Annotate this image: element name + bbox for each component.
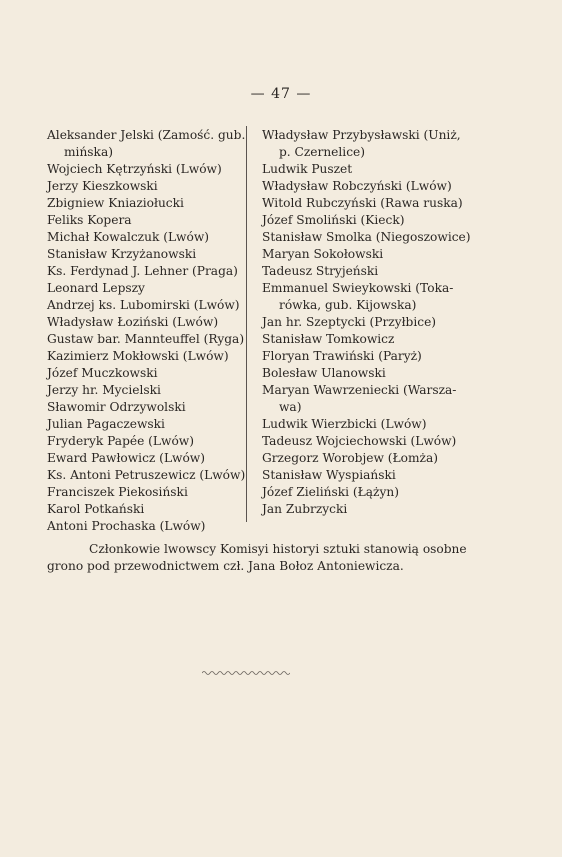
member-entry: Leonard Lepszy [47, 281, 145, 295]
member-entry: Emmanuel Swieykowski (Toka- [262, 281, 454, 295]
member-entry: Ks. Antoni Petruszewicz (Lwów) [47, 468, 246, 482]
member-entry: Aleksander Jelski (Zamość. gub. [47, 128, 246, 142]
member-entry: Gustaw bar. Mannteuffel (Ryga) [47, 332, 245, 346]
member-entry: Michał Kowalczuk (Lwów) [47, 230, 210, 244]
member-entry: Tadeusz Wojciechowski (Lwów) [262, 434, 457, 448]
member-entry: Grzegorz Worobjew (Łomża) [262, 451, 438, 465]
member-entry: Ludwik Wierzbicki (Lwów) [262, 417, 427, 431]
member-entry: Władysław Przybysławski (Uniż, [262, 128, 461, 142]
note-line: grono pod przewodnictwem czł. Jana Bołoz Antoniewicza. [47, 559, 404, 573]
member-entry-continuation: rówka, gub. Kijowska) [279, 298, 417, 312]
member-entry: Jerzy hr. Mycielski [47, 383, 161, 397]
column-divider [246, 126, 247, 522]
member-entry: Wojciech Kętrzyński (Lwów) [47, 162, 222, 176]
member-entry: Stanisław Krzyżanowski [47, 247, 197, 261]
member-entry: Andrzej ks. Lubomirski (Lwów) [47, 298, 240, 312]
member-entry: Karol Potkański [47, 502, 145, 516]
member-entry: Witold Rubczyński (Rawa ruska) [262, 196, 463, 210]
note-line: Członkowie lwowscy Komisyi historyi sztuki stanowią osobne [89, 542, 467, 556]
member-entry-continuation: mińska) [64, 145, 113, 159]
member-entry: Józef Muczkowski [47, 366, 158, 380]
member-entry: Jan Zubrzycki [262, 502, 348, 516]
member-entry: Jerzy Kieszkowski [47, 179, 158, 193]
member-entry: Bolesław Ulanowski [262, 366, 386, 380]
member-entry: Stanisław Smolka (Niegoszowice) [262, 230, 471, 244]
member-entry-continuation: p. Czernelice) [279, 145, 365, 159]
member-entry: Julian Pagaczewski [47, 417, 165, 431]
member-entry: Władysław Łoziński (Lwów) [47, 315, 219, 329]
member-entry: Ludwik Puszet [262, 162, 353, 176]
member-entry: Franciszek Piekosiński [47, 485, 188, 499]
member-entry: Ks. Ferdynad J. Lehner (Praga) [47, 264, 238, 278]
member-entry: Władysław Robczyński (Lwów) [262, 179, 452, 193]
member-entry: Kazimierz Mokłowski (Lwów) [47, 349, 229, 363]
members-list-left [47, 127, 247, 535]
member-entry: Maryan Sokołowski [262, 247, 384, 261]
member-entry: Fryderyk Papée (Lwów) [47, 434, 194, 448]
page-number: — 47 — [250, 86, 312, 102]
lwow-members-note [47, 541, 467, 575]
member-entry: Antoni Prochaska (Lwów) [47, 519, 206, 533]
wavy-ornament-icon [202, 669, 290, 677]
member-entry: Maryan Wawrzeniecki (Warsza- [262, 383, 457, 397]
member-entry: Feliks Kopera [47, 213, 132, 227]
member-entry: Stanisław Tomkowicz [262, 332, 395, 346]
member-entry-continuation: wa) [279, 400, 302, 414]
member-entry: Jan hr. Szeptycki (Przyłbice) [262, 315, 437, 329]
members-list-right [262, 127, 471, 518]
member-entry: Sławomir Odrzywolski [47, 400, 186, 414]
member-entry: Eward Pawłowicz (Lwów) [47, 451, 205, 465]
member-entry: Floryan Trawiński (Paryż) [262, 349, 422, 363]
member-entry: Józef Zieliński (Łążyn) [262, 485, 399, 499]
member-entry: Józef Smoliński (Kieck) [262, 213, 405, 227]
member-entry: Zbigniew Kniaziołucki [47, 196, 184, 210]
member-entry: Stanisław Wyspiański [262, 468, 396, 482]
member-entry: Tadeusz Stryjeński [262, 264, 379, 278]
